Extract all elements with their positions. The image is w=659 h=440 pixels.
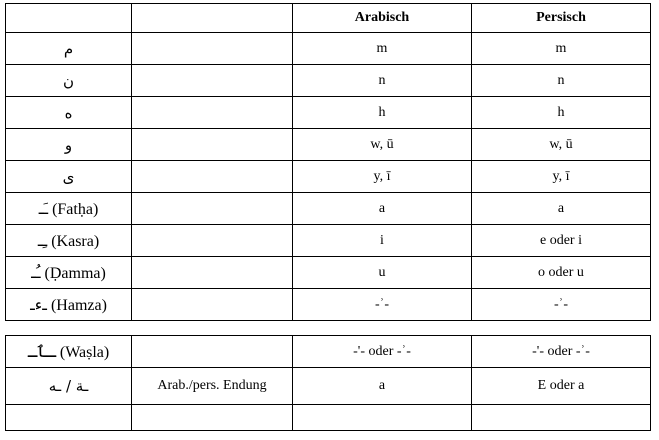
letter-cell: م: [6, 33, 132, 65]
letter-cell: ن: [6, 65, 132, 97]
note-cell: [132, 97, 293, 129]
persian-cell: h: [472, 97, 651, 129]
persian-cell: w, ū: [472, 129, 651, 161]
note-cell: [132, 193, 293, 225]
persian-cell: m: [472, 33, 651, 65]
note-cell: [132, 405, 293, 431]
letter-cell: [6, 405, 132, 431]
arabic-cell: u: [293, 257, 472, 289]
table-row: [6, 129, 651, 161]
letter-cell: ـة / ـه: [6, 368, 132, 405]
persian-cell: [472, 405, 651, 431]
table-row: [6, 33, 651, 65]
letter-cell: ـِـ (Kasra): [6, 225, 132, 257]
table-row: [6, 193, 651, 225]
table-row: [6, 289, 651, 321]
arabic-cell: a: [293, 368, 472, 405]
persian-cell: n: [472, 65, 651, 97]
persian-cell: o oder u: [472, 257, 651, 289]
arabic-cell: m: [293, 33, 472, 65]
arabic-cell: n: [293, 65, 472, 97]
persian-cell: -'- oder -ʾ-: [472, 336, 651, 368]
transliteration-table: [5, 3, 651, 321]
header-cell: [6, 4, 132, 33]
letter-cell: ـٱـ (Waṣla): [6, 336, 132, 368]
note-cell: [132, 161, 293, 193]
arabic-cell: [293, 405, 472, 431]
table-row: [6, 257, 651, 289]
arabic-cell: y, ī: [293, 161, 472, 193]
note-cell: [132, 225, 293, 257]
letter-cell: ـءـ (Hamza): [6, 289, 132, 321]
table-header-row: [6, 4, 651, 33]
note-cell: [132, 33, 293, 65]
persian-cell: -ʾ-: [472, 289, 651, 321]
arabic-cell: -ʾ-: [293, 289, 472, 321]
letter-cell: ى: [6, 161, 132, 193]
arabic-cell: h: [293, 97, 472, 129]
arabic-cell: w, ū: [293, 129, 472, 161]
note-cell: Arab./pers. Endung: [132, 368, 293, 405]
note-cell: [132, 129, 293, 161]
table-row: [6, 336, 651, 368]
note-cell: [132, 257, 293, 289]
table-row: [6, 368, 651, 405]
header-cell: [132, 4, 293, 33]
letter-cell: ه: [6, 97, 132, 129]
persian-cell: E oder a: [472, 368, 651, 405]
letter-cell: ـُـ (Ḍamma): [6, 257, 132, 289]
table-row: [6, 161, 651, 193]
letter-cell: و: [6, 129, 132, 161]
persian-cell: a: [472, 193, 651, 225]
table-row: [6, 65, 651, 97]
persian-cell: e oder i: [472, 225, 651, 257]
table-row: [6, 97, 651, 129]
note-cell: [132, 65, 293, 97]
table-row: [6, 225, 651, 257]
table-row: [6, 405, 651, 431]
note-cell: [132, 336, 293, 368]
header-arabic: Arabisch: [293, 4, 472, 33]
supplementary-table: [5, 335, 651, 431]
persian-cell: y, ī: [472, 161, 651, 193]
arabic-cell: i: [293, 225, 472, 257]
header-persian: Persisch: [472, 4, 651, 33]
arabic-cell: a: [293, 193, 472, 225]
arabic-cell: -'- oder -ʾ-: [293, 336, 472, 368]
letter-cell: ـَـ (Fatḥa): [6, 193, 132, 225]
note-cell: [132, 289, 293, 321]
